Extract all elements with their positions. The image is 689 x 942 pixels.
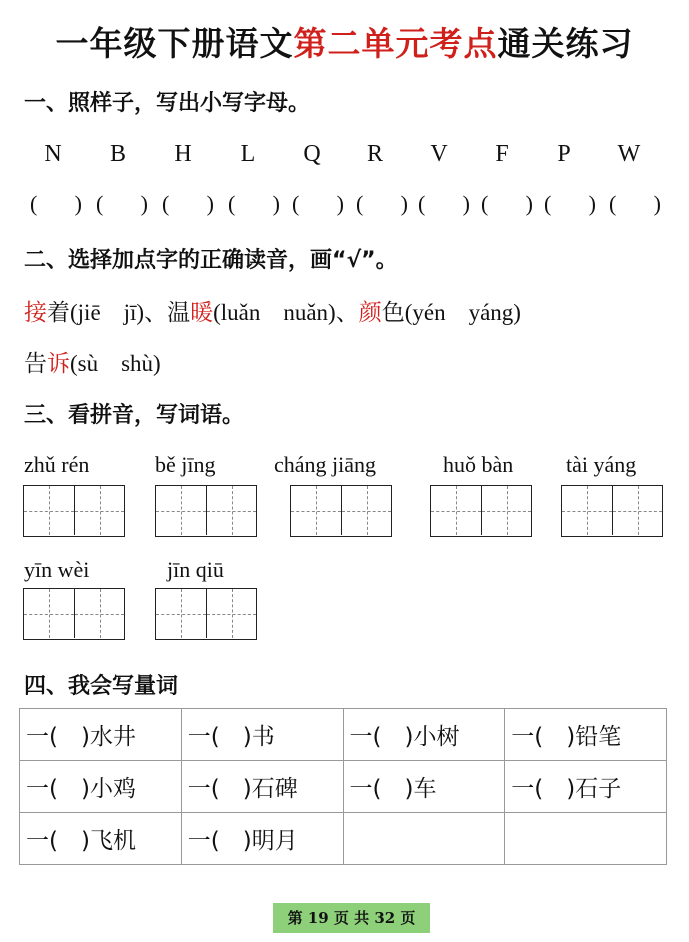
page-title [0,18,689,65]
answer-blank-2[interactable]: ( ) [96,191,148,216]
table-cell[interactable]: 一( )铅笔 [505,709,667,761]
pinyin-word-1: zhǔ rén [24,452,90,477]
letter-p: P [557,141,571,167]
answer-blank-4[interactable]: ( ) [228,191,280,216]
writing-grid-2[interactable] [155,485,257,537]
writing-grid-1[interactable] [23,485,125,537]
letter-h: H [174,141,192,167]
answer-blank-6[interactable]: ( ) [356,191,408,216]
title-part1: 一年级下册语文 [55,24,294,63]
answer-blank-3[interactable]: ( ) [162,191,214,216]
writing-grid-4[interactable] [430,485,532,537]
letter-b: B [109,141,126,167]
pronunciation-line-2: 告诉(sù shù) [24,351,161,376]
pinyin-word-4: huǒ bàn [443,452,514,477]
answer-blank-10[interactable]: ( ) [609,191,661,216]
answer-blank-9[interactable]: ( ) [544,191,596,216]
letter-r: R [366,141,383,167]
letter-v: V [430,141,448,167]
table-row [20,813,667,865]
writing-grid-3[interactable] [290,485,392,537]
table-cell[interactable]: 一( )石子 [505,761,667,813]
table-cell[interactable]: 一( )水井 [20,709,182,761]
table-cell[interactable]: 一( )车 [343,761,505,813]
answer-blank-5[interactable]: ( ) [292,191,344,216]
table-cell[interactable]: 一( )小鸡 [20,761,182,813]
dotted-char-yan: 颜 [358,300,382,325]
letter-f: F [495,141,509,167]
pinyin-options-3[interactable]: (yén yáng) [404,300,521,325]
dotted-char-su: 诉 [47,351,70,376]
section3-heading: 三、看拼音，写词语。 [24,403,245,428]
pinyin-word-6: yīn wèi [24,557,90,582]
pinyin-word-3: cháng jiāng [274,452,377,477]
answer-blank-8[interactable]: ( ) [481,191,533,216]
pinyin-options-1[interactable]: (jiē jī) [70,300,145,325]
pinyin-options-4[interactable]: (sù shù) [70,351,161,376]
table-cell[interactable]: 一( )飞机 [20,813,182,865]
letter-w: W [617,141,641,167]
table-row [20,761,667,813]
table-cell[interactable]: 一( )书 [181,709,343,761]
pronunciation-line-1: 接着(jiē jī)、温暖(luǎn nuǎn)、颜色(yén yáng) [24,300,521,325]
pinyin-word-5: tài yáng [566,452,637,477]
table-cell[interactable]: 一( )小树 [343,709,505,761]
section4-heading: 四、我会写量词 [24,674,179,699]
letter-n: N [44,141,62,167]
dotted-char-nuan: 暖 [190,300,214,325]
letter-q: Q [303,141,321,167]
pinyin-word-2: bě jīng [155,452,216,477]
answer-blank-1[interactable]: ( ) [30,191,82,216]
pinyin-options-2[interactable]: (luǎn nuǎn) [213,300,336,325]
title-part3: 通关练习 [497,24,634,63]
section2-heading: 二、选择加点字的正确读音，画“√”。 [24,248,398,273]
page-number-badge: 第 19 页 共 32 页 [273,903,430,933]
section1-heading: 一、照样子，写出小写字母。 [24,91,311,116]
writing-grid-5[interactable] [561,485,663,537]
pinyin-word-7: jīn qiū [167,557,224,582]
table-cell[interactable]: 一( )明月 [181,813,343,865]
dotted-char-jie: 接 [24,300,47,325]
table-cell[interactable]: 一( )石碑 [181,761,343,813]
table-cell [505,813,667,865]
letter-l: L [240,141,256,167]
title-part2: 第二单元考点 [293,24,498,63]
measure-word-table [19,708,667,865]
table-row [20,709,667,761]
answer-blank-7[interactable]: ( ) [418,191,470,216]
writing-grid-6[interactable] [23,588,125,640]
table-cell [343,813,505,865]
writing-grid-7[interactable] [155,588,257,640]
